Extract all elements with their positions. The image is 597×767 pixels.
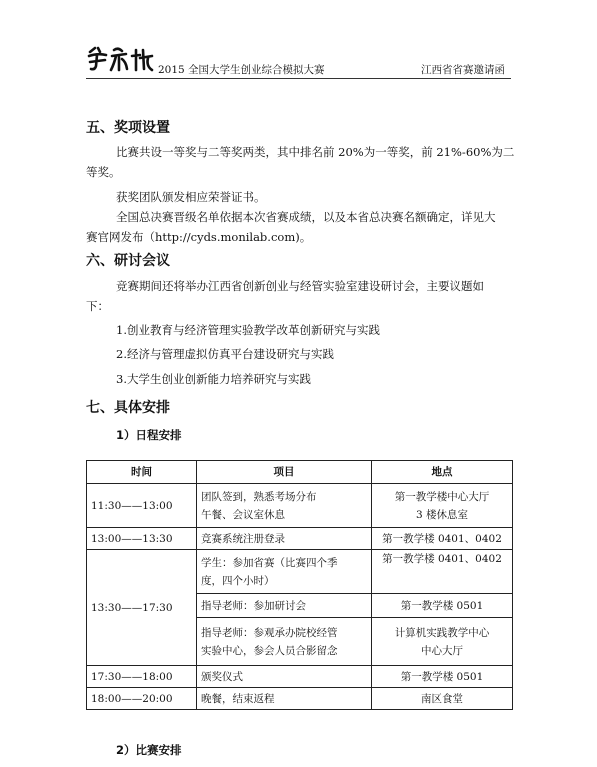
header-doc-name: 江西省省赛邀请函 <box>421 64 505 76</box>
cell-line: 计算机实践教学中心 <box>394 626 490 639</box>
paragraph: 赛官网发布（http://cyds.monilab.com)。 <box>86 230 312 244</box>
subheading-schedule: 1）日程安排 <box>116 428 182 442</box>
list-item: 1.创业教育与经济管理实验教学改革创新研究与实践 <box>116 323 380 337</box>
competition-logo <box>86 44 156 74</box>
cell-line: 第一教学楼中心大厅 <box>394 490 490 503</box>
paragraph: 全国总决赛晋级名单依据本次省赛成绩，以及本省总决赛名额确定，详见大 <box>116 210 496 224</box>
item-cell: 晚餐，结束返程 <box>197 688 372 710</box>
location-cell: 第一教学楼 0401、0402 <box>372 528 513 550</box>
table-row <box>87 550 513 594</box>
item-cell: 颁奖仪式 <box>197 666 372 688</box>
location-cell <box>372 618 513 666</box>
cell-line: 学生：参加省赛（比赛四个季 <box>201 556 338 569</box>
cell-line: 度，四个小时） <box>201 574 275 587</box>
time-cell: 17:30——18:00 <box>87 666 197 688</box>
section-heading-awards: 五、奖项设置 <box>86 120 170 136</box>
cell-line: 3 楼休息室 <box>415 508 469 521</box>
section-heading-arrangement: 七、具体安排 <box>86 400 170 416</box>
column-header: 项目 <box>197 461 372 484</box>
time-cell: 13:30——17:30 <box>87 550 197 666</box>
time-cell: 13:00——13:30 <box>87 528 197 550</box>
header-title: 2015 全国大学生创业综合模拟大赛 <box>158 64 325 76</box>
paragraph: 比赛共设一等奖与二等奖两类，其中排名前 20%为一等奖，前 21%-60%为二 <box>116 145 515 159</box>
location-cell <box>372 484 513 528</box>
cell-line: 团队签到，熟悉考场分布 <box>201 490 317 503</box>
cell-line: 指导老师：参观承办院校经管 <box>201 626 338 639</box>
time-cell: 18:00——20:00 <box>87 688 197 710</box>
location-cell: 第一教学楼 0501 <box>372 594 513 618</box>
cell-line: 实验中心，参会人员合影留念 <box>201 644 338 657</box>
location-cell: 第一教学楼 0401、0402 <box>372 550 513 594</box>
item-cell <box>197 618 372 666</box>
header-divider <box>86 78 511 79</box>
list-item: 2.经济与管理虚拟仿真平台建设研究与实践 <box>116 347 334 361</box>
column-header: 地点 <box>372 461 513 484</box>
table-row <box>87 528 513 550</box>
paragraph: 下： <box>86 299 109 313</box>
schedule-table <box>86 460 513 710</box>
item-cell: 竞赛系统注册登录 <box>197 528 372 550</box>
column-header: 时间 <box>87 461 197 484</box>
item-cell <box>197 550 372 594</box>
table-row <box>87 666 513 688</box>
location-cell: 第一教学楼 0501 <box>372 666 513 688</box>
table-row <box>87 484 513 528</box>
item-cell <box>197 484 372 528</box>
list-item: 3.大学生创业创新能力培养研究与实践 <box>116 372 311 386</box>
cell-line: 午餐、会议室休息 <box>201 508 285 521</box>
table-row <box>87 688 513 710</box>
table-header-row <box>87 461 513 484</box>
section-heading-seminar: 六、研讨会议 <box>86 253 170 269</box>
subheading-competition: 2）比赛安排 <box>116 743 182 757</box>
paragraph: 等奖。 <box>86 165 121 179</box>
paragraph: 获奖团队颁发相应荣誉证书。 <box>116 190 266 204</box>
page-header <box>86 44 511 80</box>
location-cell: 南区食堂 <box>372 688 513 710</box>
cell-line: 中心大厅 <box>421 644 463 657</box>
item-cell: 指导老师：参加研讨会 <box>197 594 372 618</box>
time-cell: 11:30——13:00 <box>87 484 197 528</box>
paragraph: 竞赛期间还将举办江西省创新创业与经管实验室建设研讨会，主要议题如 <box>116 279 484 293</box>
